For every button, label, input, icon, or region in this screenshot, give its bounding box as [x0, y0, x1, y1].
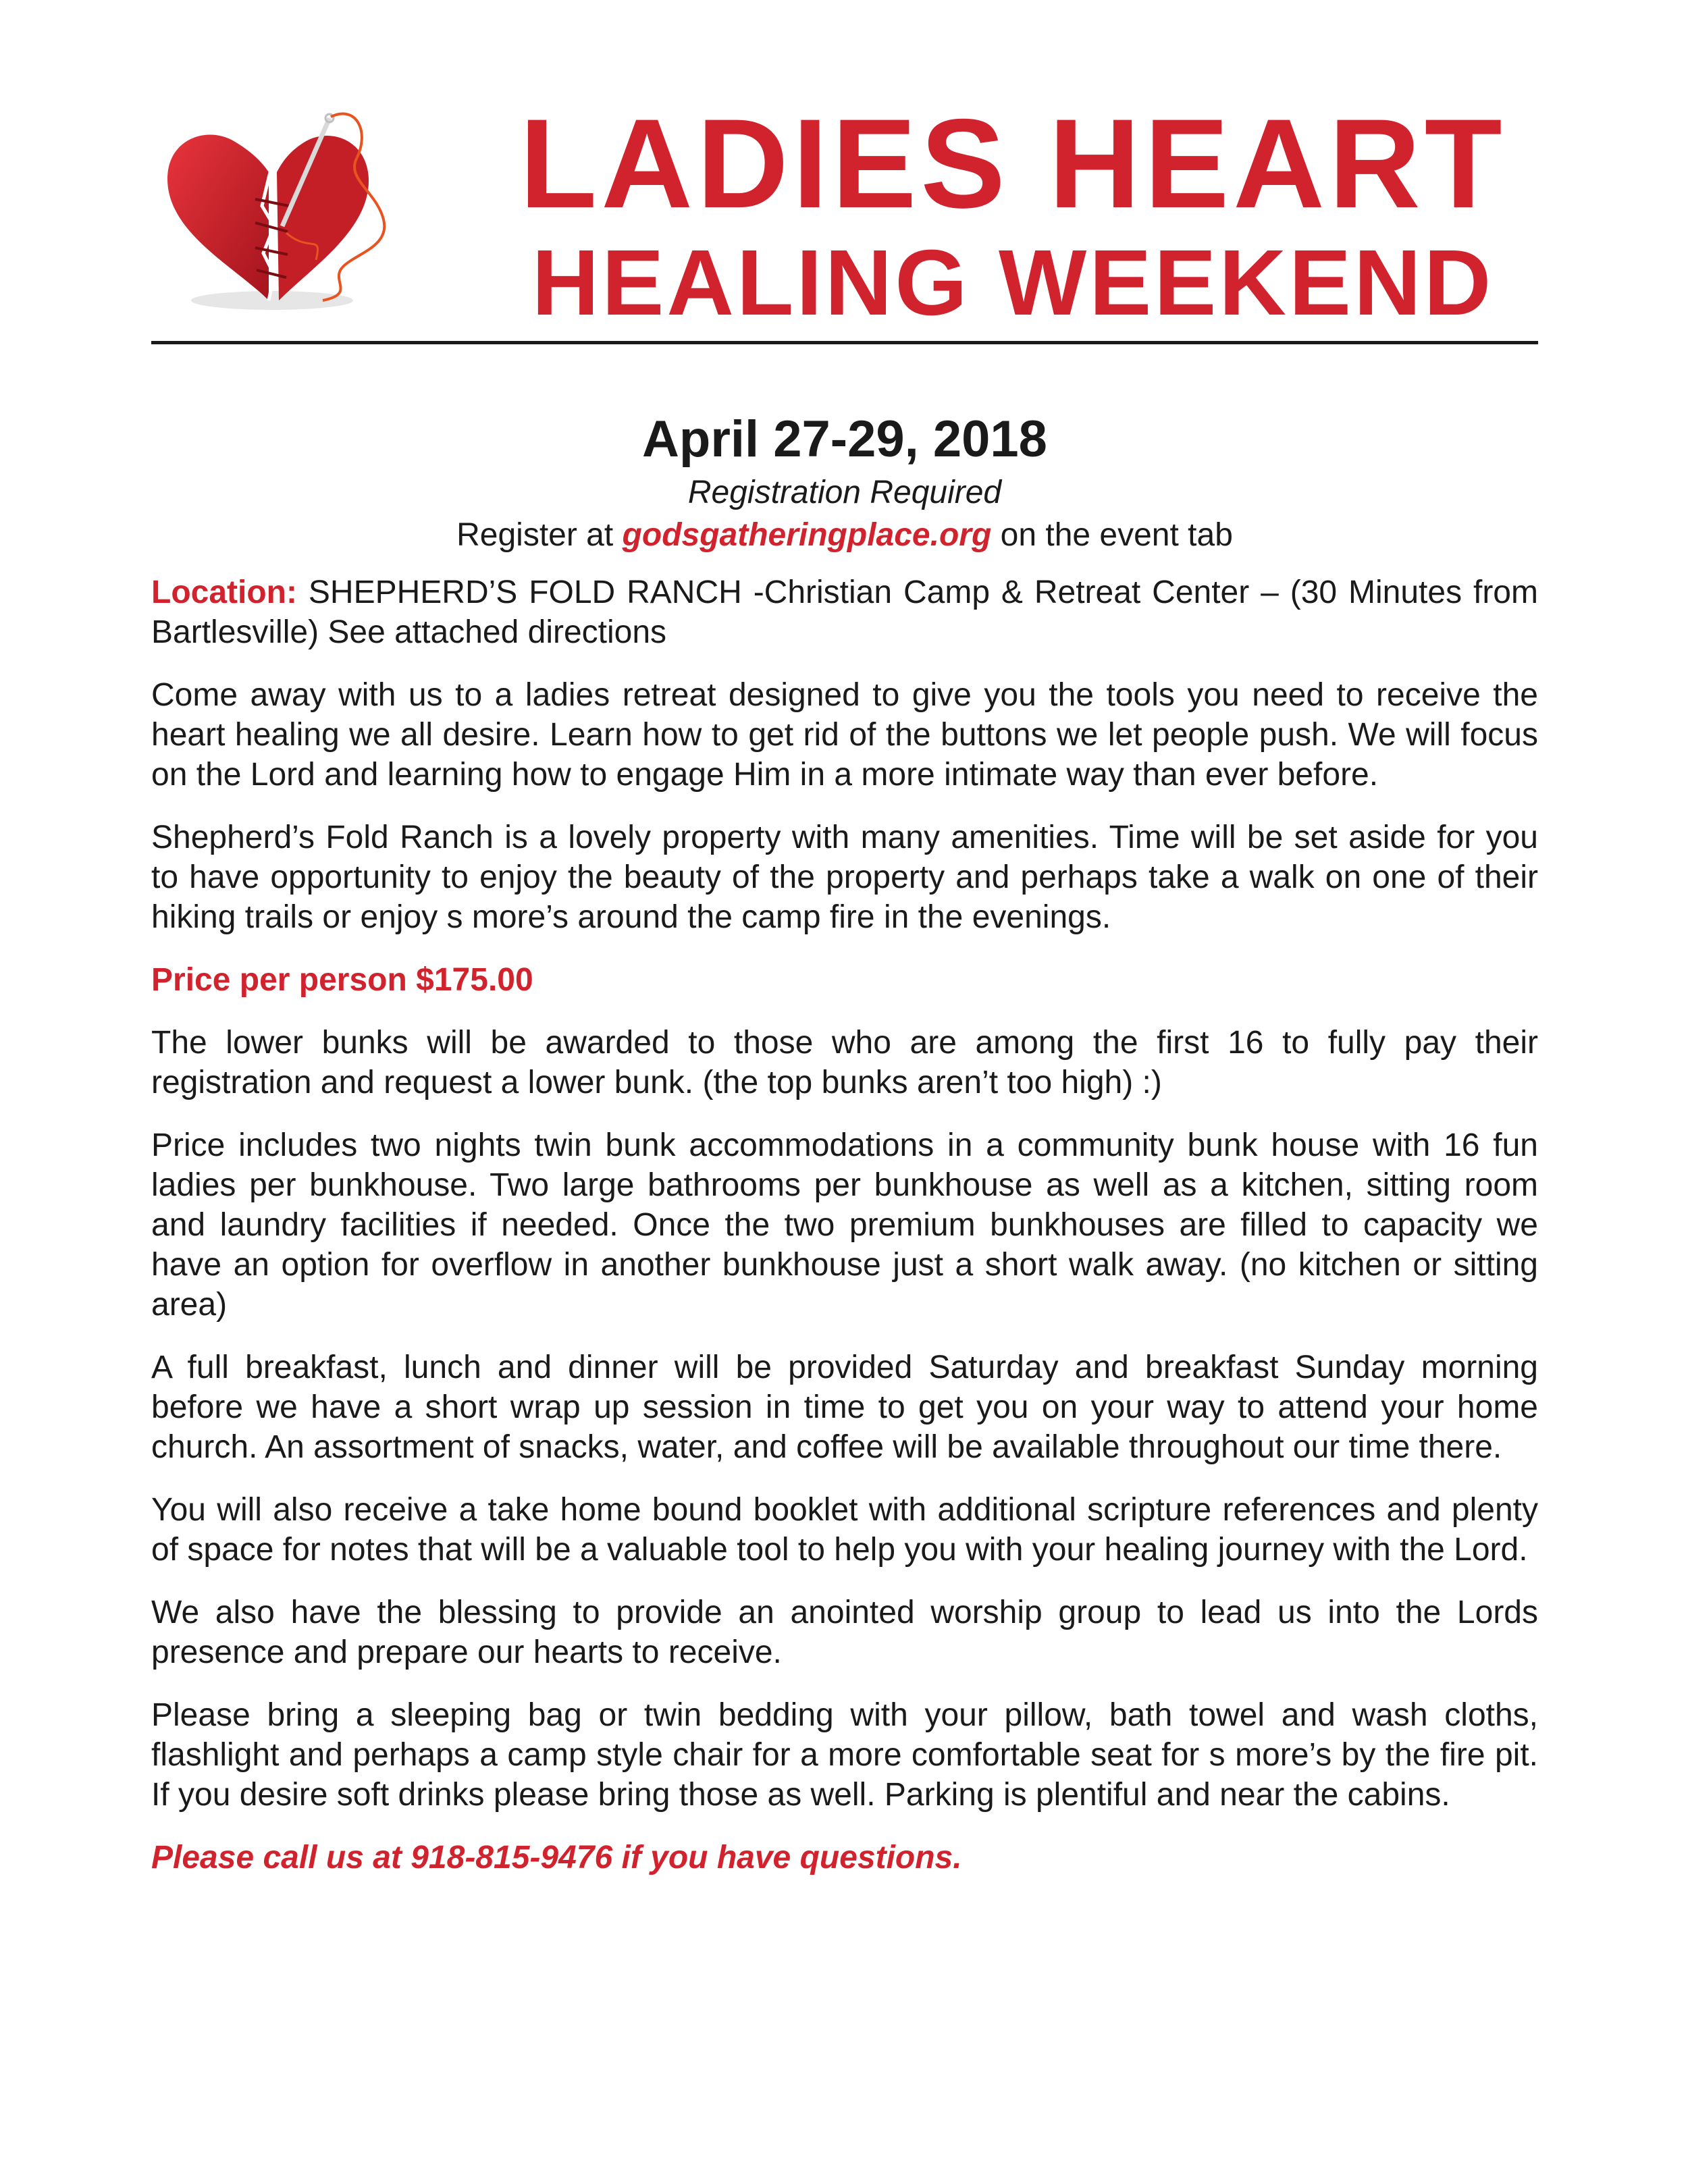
intro-paragraph: Come away with us to a ladies retreat designed to give you the tools you need to receive the heart healing we all desire. Learn how to get rid of the buttons we let people push. We will focus on the Lord and learning how to engage Him in a more intimate way than ever before.	[151, 677, 1538, 793]
location-paragraph	[151, 572, 1538, 652]
flyer-title	[486, 92, 1539, 335]
title-line-1: LADIES HEART	[519, 92, 1506, 234]
register-prefix: Register at	[456, 517, 614, 554]
location-text: SHEPHERD’S FOLD RANCH -Christian Camp & Retreat Center – (30 Minutes from Bartlesville) See attached directions	[151, 575, 1538, 650]
worship-paragraph: We also have the blessing to provide an anointed worship group to lead us into the Lords presence and prepare our hearts to receive.	[151, 1595, 1538, 1670]
booklet-paragraph: You will also receive a take home bound booklet with additional scripture references and plenty of space for notes that will be a valuable tool to help you with your healing journey with the Lord.	[151, 1492, 1538, 1568]
property-paragraph: Shepherd’s Fold Ranch is a lovely property with many amenities. Time will be set aside for you to have opportunity to enjoy the beauty of the property and perhaps take a walk on one of their hiking trails or enjoy s more’s around the camp fire in the evenings.	[151, 820, 1538, 935]
meals-paragraph: A full breakfast, lunch and dinner will be provided Saturday and breakfast Sunday morning before we have a short wrap up session in time to get you on your way to attend your home church. An assortment of snacks, water, and coffee will be available throughout our time there.	[151, 1350, 1538, 1465]
stitched-heart-icon	[154, 98, 424, 321]
event-date: April 27-29, 2018	[642, 410, 1047, 468]
register-line	[151, 514, 1538, 556]
call-line: Please call us at 918-815-9476 if you have questions.	[151, 1840, 962, 1875]
price-line: Price per person $175.00	[151, 962, 533, 998]
registration-note: Registration Required	[687, 475, 1002, 511]
flyer-body	[151, 572, 1538, 1900]
event-date-block	[151, 408, 1538, 557]
register-link[interactable]: godsgatheringplace.org	[622, 517, 992, 554]
register-suffix: on the event tab	[1000, 517, 1233, 554]
bunks-paragraph: The lower bunks will be awarded to those who are among the first 16 to fully pay their registration and request a lower bunk. (the top bunks aren’t too high) :)	[151, 1025, 1538, 1100]
title-line-2: HEALING WEEKEND	[531, 231, 1494, 335]
accommodations-paragraph: Price includes two nights twin bunk accommodations in a community bunk house with 16 fun ladies per bunkhouse. Two large bathrooms per bunkhouse as well as a kitchen, sitting room and laundry facilities if needed. Once the two premium bunkhouses are filled to capacity we have an option for overflow in another bunkhouse just a short walk away. (no kitchen or sitting area)	[151, 1127, 1538, 1323]
header-divider	[151, 341, 1538, 344]
bring-paragraph: Please bring a sleeping bag or twin bedding with your pillow, bath towel and wash cloths, flashlight and perhaps a camp style chair for a more comfortable seat for s more’s by the fire pit. If you desire soft drinks please bring those as well. Parking is plentiful and near the cabins.	[151, 1697, 1538, 1813]
location-label: Location:	[151, 575, 297, 610]
